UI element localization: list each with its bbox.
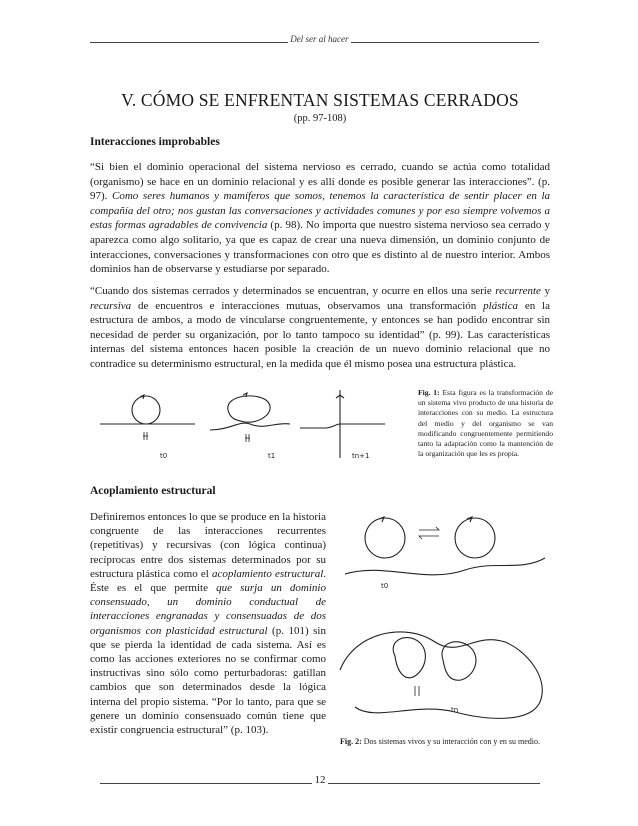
figure-1-label-t0: t0 [160, 452, 168, 460]
exchange-arrows-icon [419, 527, 439, 539]
section-heading-interacciones: Interacciones improbables [90, 136, 220, 148]
organism-shape-2 [228, 396, 270, 422]
text-run: acoplamiento estructural [211, 567, 324, 580]
footer-rule-right [328, 777, 540, 784]
organism-circle-b [455, 518, 495, 558]
figure-1-caption-text: Esta figura es la transformación de un sistema vivo producto de una historia de interacciones con su medio. La estructura del medio y del organismo se van modificando congruentemente permitiendo tanto la adaptación como la mantención de la organización que les es propia. [418, 388, 553, 459]
figure-1-caption-label: Fig. 1: [418, 388, 440, 397]
medium-line-bottom [340, 632, 542, 718]
header-rule-right [351, 36, 539, 43]
organism-shape-b [442, 642, 476, 680]
figure-1-caption [418, 388, 553, 459]
medium-line-3 [300, 424, 385, 428]
figure-2-caption [340, 737, 555, 747]
medium-line-2 [210, 423, 290, 430]
chapter-pages: (pp. 97-108) [293, 113, 347, 124]
running-title: Del ser al hacer [290, 34, 349, 44]
text-run: que surja un dominio consensuado, un dominio conductual de interacciones engranadas y consensuadas de dos organismos con plasticidad estructural [90, 582, 326, 637]
paragraph-1 [90, 160, 550, 277]
text-run: . Éste es el que permite [90, 567, 327, 595]
text-run: (p. 101) sin que se pierda la identidad de cada sistema. Así es como las acciones exteriores no se confirmar como instructivas sino sólo como perturbadoras: gatillan cambios que son determinados desde la lógica interna del propio sistema. “Por lo tanto, para que se genere un dominio consensuado común tiene que existir congruencia estructural” (p. 103). [90, 624, 326, 737]
figure-1-label-t1: t1 [268, 452, 276, 460]
figure-2-label-t0: t0 [381, 582, 389, 590]
text-run: plástica [483, 299, 518, 312]
medium-line-top [345, 558, 545, 575]
text-run: Como seres humanos y mamíferos que somos, tenemos la característica de sentir placer en la compañía del otro; nos gustan las conversaciones y actividades comunes y por eso siempre volvemos a estas formas agradables de convivencia [90, 190, 550, 232]
exchange-icon-bottom [415, 686, 419, 696]
text-run: recurrente [495, 285, 541, 297]
figure-2-caption-label: Fig. 2: [340, 737, 362, 746]
text-run: “Si bien el dominio operacional del sistema nervioso es cerrado, cuando se actúa como totalidad (organismo) se hace en un dominio relacional y es allí donde es posible generar las interacciones”. (p. 97). [90, 161, 550, 203]
chapter-title: V. CÓMO SE ENFRENTAN SISTEMAS CERRADOS [121, 90, 519, 110]
figure-1-label-tn1: tn+1 [352, 452, 370, 460]
footer-rule-left [100, 777, 312, 784]
text-run: Definiremos entonces lo que se produce en la historia congruente de las interacciones recurrentes (repetitivas) y recursivas (con lógica continua) recíprocas entre dos sistemas determinados por su estructura plástica como el [90, 511, 326, 580]
figure-2-caption-text: Dos sistemas vivos y su interacción con y en su medio. [363, 737, 540, 746]
paragraph-3 [90, 510, 326, 737]
text-run: recursiva [90, 299, 132, 312]
page-footer [90, 774, 550, 786]
text-run: de encuentros e interacciones mutuas, observamos una transformación [131, 299, 484, 312]
organism-circle-a [365, 518, 405, 558]
figure-2-diagram [335, 492, 555, 732]
text-run: y [540, 285, 550, 297]
arrow-icon-a [379, 517, 384, 522]
text-run: (p. 98). No importa que nuestro sistema nervioso sea cerrado y aparezca como algo solitario, ya que es capaz de crear una nueva dimensión, un dominio conjunto de interacciones, conversaciones y transformaciones con otro que es distinto al de nuestro interior. Ambos dominios han de observarse y estudiarse por separado. [90, 219, 550, 276]
figure-2-label-tn: tn [451, 706, 459, 714]
running-header [90, 34, 550, 44]
figure-1-diagram [100, 380, 390, 470]
exchange-icon-1 [143, 432, 148, 440]
exchange-icon-2 [245, 434, 250, 442]
header-rule-left [90, 36, 288, 43]
paragraph-2 [90, 284, 550, 372]
text-run: en la estructura de ambos, a modo de vincularse congruentemente, y entonces se han podido encontrar sin necesidad de perder su organización, por lo tanto tampoco su identidad” (p. 99). Las características internas del sistema entonces hacen posible la creación de un nuevo dominio relacional que no contradice su determinismo estructural, en la medida que él mismo posea una estructura plástica. [90, 299, 550, 370]
text-run: “Cuando dos sistemas cerrados y determinados se encuentran, y ocurre en ellos una serie [90, 285, 496, 297]
organism-circle-1 [132, 396, 160, 424]
organism-shape-a [393, 638, 425, 678]
page-number: 12 [314, 774, 326, 786]
section-heading-acoplamiento: Acoplamiento estructural [90, 485, 216, 497]
